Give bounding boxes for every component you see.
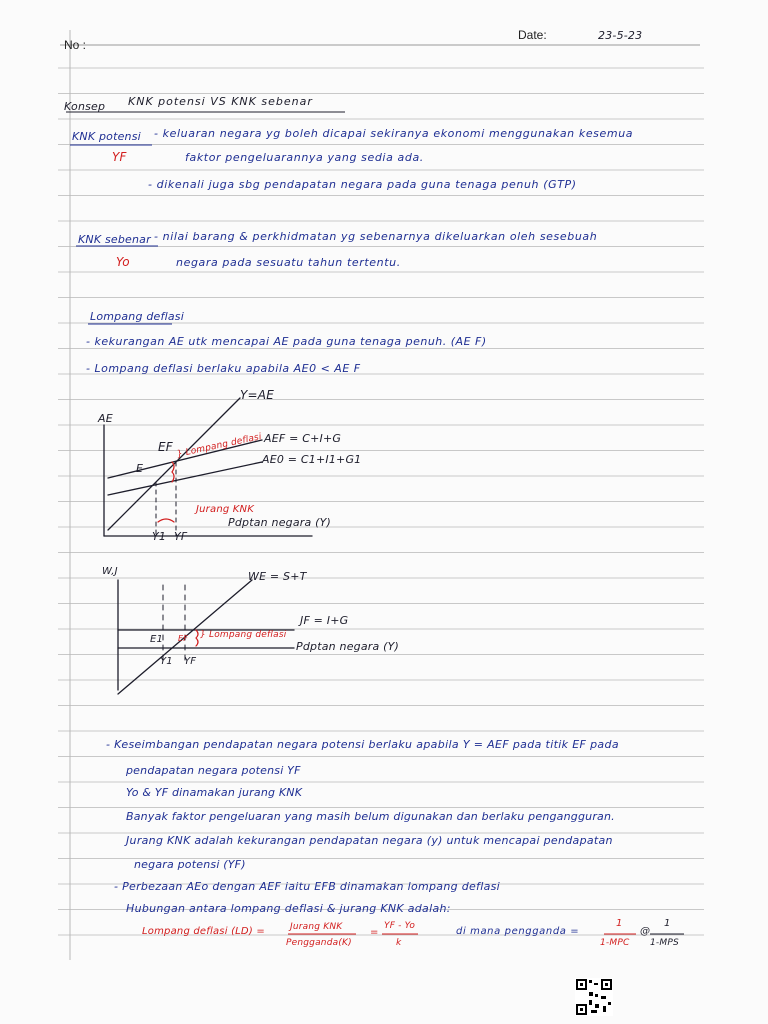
formula-frac3-den: 1-MPC	[600, 938, 630, 948]
knk-sebenar-line-1: - nilai barang & perkhidmatan yg sebenarnya dikeluarkan oleh sesebuah	[154, 230, 598, 243]
notes-line-2: pendapatan negara potensi YF	[126, 764, 301, 777]
graph2-x-axis-label: Pdptan negara (Y)	[296, 640, 400, 653]
graph1-x-axis-label: Pdptan negara (Y)	[228, 516, 332, 529]
knk-sebenar-term: KNK sebenar	[78, 233, 151, 246]
knk-potensi-symbol: YF	[112, 150, 127, 164]
knk-potensi-term: KNK potensi	[72, 130, 141, 143]
graph1-gap-label: } Lompang deflasi	[176, 432, 263, 460]
formula-lhs: Lompang deflasi (LD) =	[142, 926, 265, 937]
knk-potensi-line-2: faktor pengeluarannya yang sedia ada.	[185, 151, 424, 164]
notes-line-3: Yo & YF dinamakan jurang KNK	[126, 786, 303, 799]
formula-frac4-den: 1-MPS	[650, 938, 679, 948]
notes-line-4: Banyak faktor pengeluaran yang masih belum digunakan dan berlaku pengangguran.	[126, 810, 615, 823]
lompang-heading: Lompang deflasi	[90, 310, 184, 323]
formula-frac2-den: k	[396, 938, 402, 948]
graph1-e-label: E	[136, 462, 144, 475]
page-title: KNK potensi VS KNK sebenar	[128, 95, 313, 108]
formula-mpc-note: @	[640, 926, 651, 937]
date-value: 23-5-23	[598, 29, 643, 42]
graph2-y1-label: Y1	[160, 656, 173, 667]
graph2-yf-label: YF	[184, 656, 197, 667]
no-label: No :	[64, 38, 87, 52]
notes-line-1: - Keseimbangan pendapatan negara potensi berlaku apabila Y = AEF pada titik EF pada	[106, 738, 619, 751]
formula-frac3-num: 1	[616, 918, 623, 929]
knk-potensi-line-1: - keluaran negara yg boleh dicapai sekiranya ekonomi menggunakan kesemua	[154, 127, 634, 140]
lompang-line-2: - Lompang deflasi berlaku apabila AE0 < AE F	[86, 362, 361, 375]
title-prefix: Konsep	[64, 100, 106, 113]
graph2-ef-label: EF	[178, 634, 189, 643]
notes-line-6: negara potensi (YF)	[134, 858, 246, 871]
notes-line-8: Hubungan antara lompang deflasi & jurang KNK adalah:	[126, 902, 451, 915]
knk-sebenar-symbol: Yo	[116, 255, 130, 269]
graph1-aef-label: AEF = C+I+G	[264, 432, 342, 445]
notes-line-7: - Perbezaan AEo dengan AEF iaitu EFB dinamakan lompang deflasi	[114, 880, 500, 893]
graph2-j-label: JF = I+G	[300, 614, 349, 627]
graph2-e-label: E1	[150, 634, 164, 645]
knk-potensi-line-3: - dikenali juga sbg pendapatan negara pada guna tenaga penuh (GTP)	[148, 178, 577, 191]
graph1-ef-label: EF	[158, 440, 173, 454]
graph1-ae0-line	[108, 462, 262, 495]
graph1-jurang-brace	[158, 519, 174, 522]
graph2-w-label: WE = S+T	[248, 570, 307, 583]
lompang-line-1: - kekurangan AE utk mencapai AE pada guna tenaga penuh. (AE F)	[86, 335, 487, 348]
date-label: Date:	[518, 28, 547, 42]
graph2-gap-label: } Lompang deflasi	[200, 630, 287, 640]
graph2-y-axis-label: W,J	[102, 566, 118, 577]
graph1-y-axis-label: AE	[98, 412, 113, 425]
formula-frac1-den: Pengganda(K)	[286, 938, 352, 948]
formula-frac4-num: 1	[664, 918, 671, 929]
graph1-y1-label: Y1	[152, 530, 167, 543]
ruled-lines	[58, 68, 704, 935]
graph1-45-label: Y=AE	[240, 388, 274, 402]
graph1-yf-label: YF	[174, 530, 188, 543]
knk-sebenar-line-2: negara pada sesuatu tahun tertentu.	[176, 256, 401, 269]
graph2-gap-brace	[196, 630, 198, 646]
formula-frac1-num: Jurang KNK	[290, 922, 343, 932]
formula-eq: =	[370, 927, 379, 938]
formula-frac2-num: YF - Yo	[384, 921, 416, 931]
graph1-jurang-label: Jurang KNK	[196, 504, 254, 515]
qr-code-icon	[575, 978, 613, 1016]
graph1-ae0-label: AE0 = C1+I1+G1	[262, 453, 362, 466]
formula-where: di mana pengganda =	[456, 926, 580, 937]
notes-line-5: Jurang KNK adalah kekurangan pendapatan negara (y) untuk mencapai pendapatan	[126, 834, 613, 847]
